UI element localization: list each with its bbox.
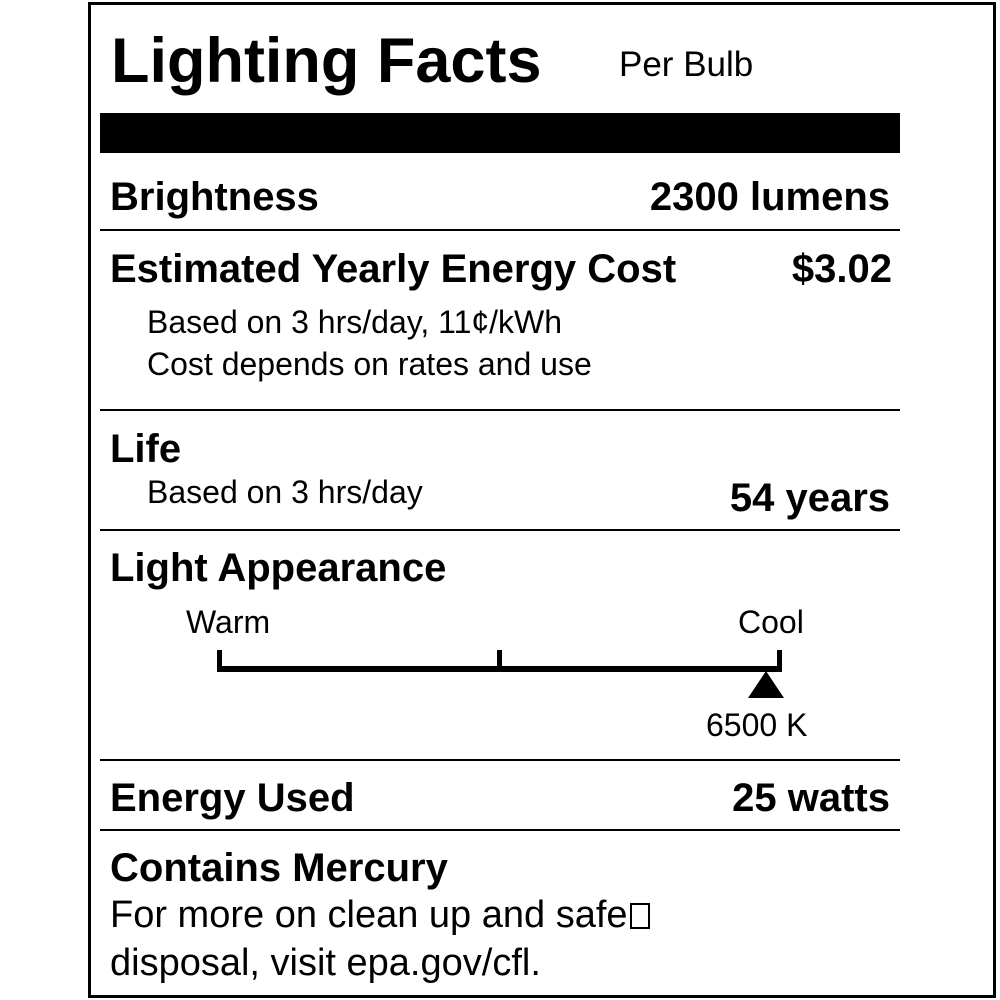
scale-tick-right [777, 650, 782, 672]
color-temperature-value: 6500 K [706, 707, 808, 743]
mercury-label: Contains Mercury [110, 846, 448, 890]
divider [100, 229, 900, 231]
energy-value: 25 watts [732, 776, 890, 820]
scale-tick-left [217, 650, 222, 672]
divider [100, 759, 900, 761]
mercury-line-1 [110, 896, 650, 934]
cost-note-rate: Based on 3 hrs/day, 11¢/kWh [147, 304, 563, 340]
mercury-line-2: disposal, visit epa.gov/cfl. [110, 942, 541, 984]
divider [100, 529, 900, 531]
scale-warm-label: Warm [186, 604, 271, 640]
mercury-text: For more on clean up and safe [110, 894, 628, 936]
scale-tick-middle [497, 650, 502, 672]
brightness-label: Brightness [110, 175, 319, 219]
energy-label: Energy Used [110, 776, 355, 820]
cost-value: $3.02 [791, 247, 892, 291]
divider [100, 409, 900, 411]
header-bar [100, 113, 900, 153]
scale-cool-label: Cool [738, 604, 804, 640]
life-note: Based on 3 hrs/day [147, 474, 423, 510]
life-label: Life [110, 427, 182, 471]
cost-note-usage: Cost depends on rates and use [147, 346, 592, 382]
brightness-value: 2300 lumens [649, 175, 890, 219]
life-value: 54 years [729, 476, 890, 520]
label-title: Lighting Facts [111, 26, 542, 96]
divider [100, 829, 900, 831]
cost-label: Estimated Yearly Energy Cost [110, 247, 677, 291]
triangle-marker-icon [748, 671, 784, 698]
appearance-label: Light Appearance [110, 546, 447, 590]
label-subtitle: Per Bulb [619, 45, 754, 84]
missing-glyph-icon [630, 903, 650, 929]
